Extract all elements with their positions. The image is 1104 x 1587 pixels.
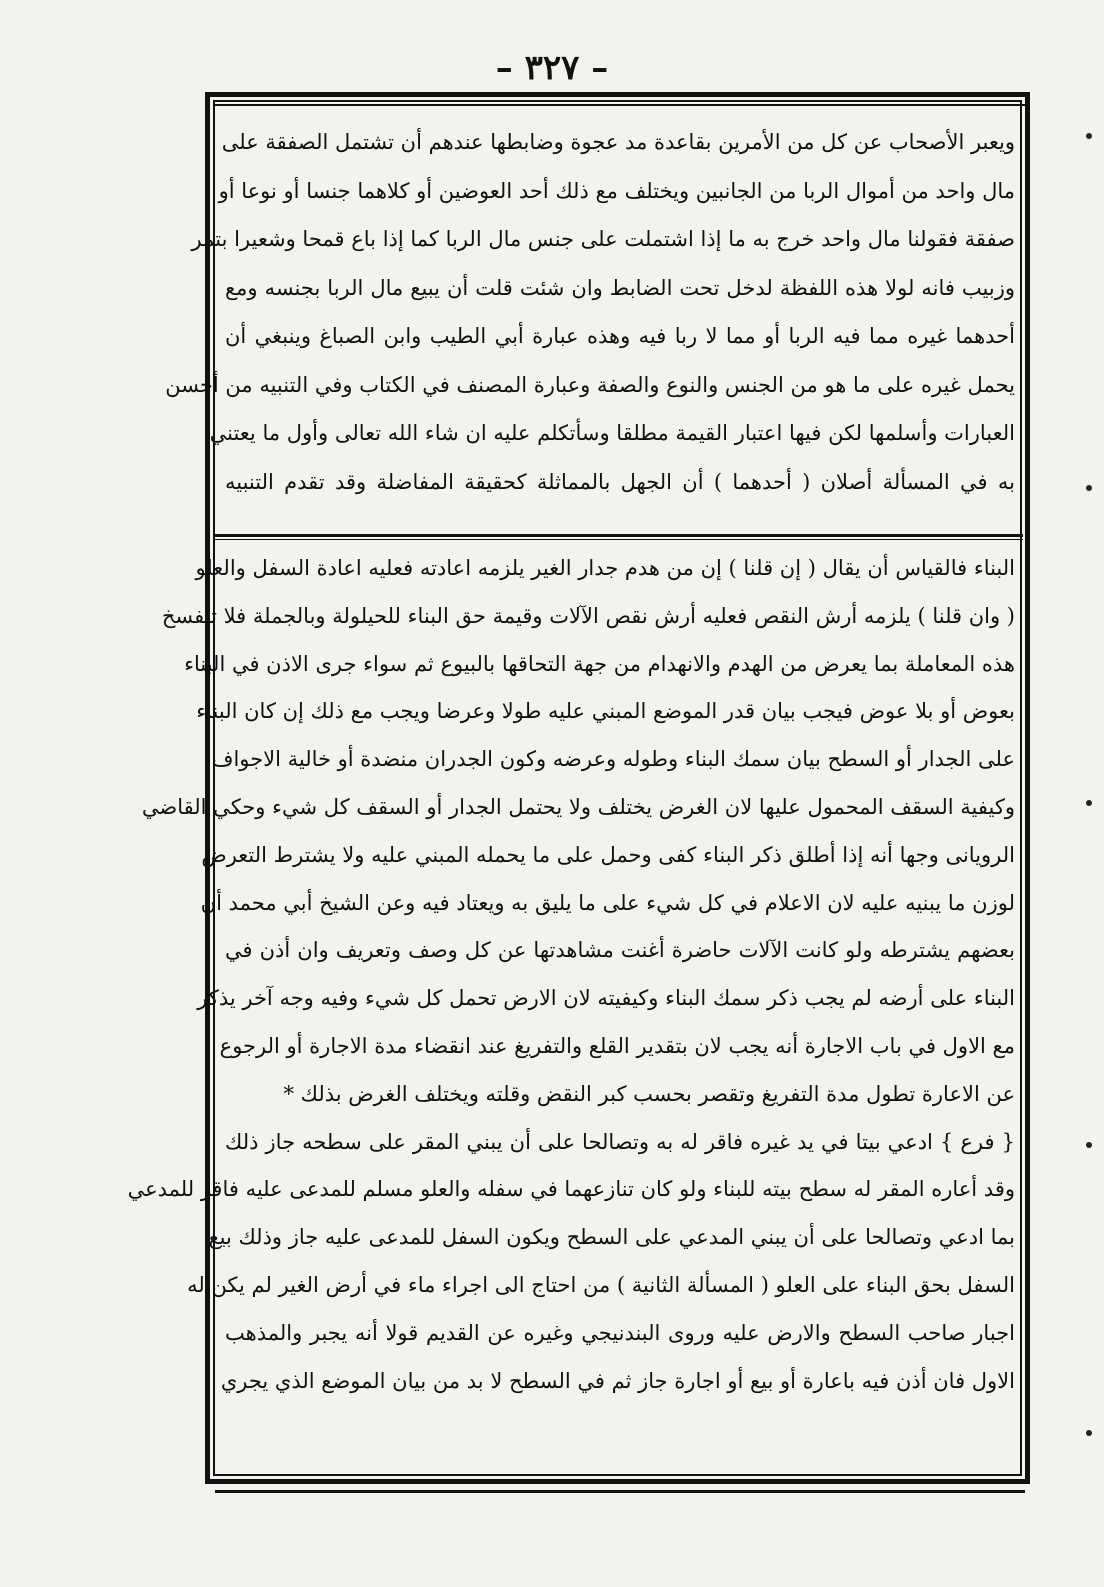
text-line: يحمل غيره على ما هو من الجنس والنوع والصفة وعبارة المصنف في الكتاب وفي التنبيه من أحسن: [165, 372, 1015, 397]
text-line: مال واحد من أموال الربا من الجانبين ويختلف مع ذلك أحد العوضين أو كلاهما جنسا أو نوعا أو: [218, 178, 1015, 203]
text-line: وكيفية السقف المحمول عليها لان الغرض يختلف ولا يحتمل الجدار أو السقف كل شيء وحكي القاضي: [141, 794, 1015, 819]
text-line: البناء فالقياس أن يقال ( إن قلنا ) إن من هدم جدار الغير يلزمه اعادته فعليه اعادة السفل والعلو: [195, 556, 1015, 580]
main-text-block: [165, 118, 1015, 506]
text-line: هذه المعاملة بما يعرض من الهدم والانهدام من جهة التحاقها بالبيوع ثم سواء جرى الاذن في البناء: [184, 651, 1015, 676]
text-line: وقد أعاره المقر له سطح بيته للبناء ولو كان تنازعهما في سفله والعلو مسلم للمدعى عليه فاقر للمدعي: [127, 1177, 1015, 1202]
scan-speck: [1086, 1430, 1092, 1436]
text-line: بعوض أو بلا عوض فيجب بيان قدر الموضع المبني عليه طولا وعرضا ويجب مع ذلك إن كان البناء: [196, 699, 1015, 724]
text-line: اجبار صاحب السطح والارض عليه وروى البندنيجي وغيره عن القديم قولا أنه يجبر والمذهب: [225, 1320, 1015, 1345]
section-divider-thin: [213, 539, 1023, 540]
text-line: الرويانى وجها أنه إذا أطلق ذكر البناء كفى وحمل على ما يحمله المبني عليه ولا يشترط التعرض: [201, 842, 1015, 867]
text-line: لوزن ما يبنيه عليه لان الاعلام في كل شيء على ما يليق به ويعتاد فيه وعن الشيخ أبي محمد أن: [200, 890, 1015, 915]
frame-bottom-rule: [215, 1490, 1025, 1493]
scan-speck: [1086, 1142, 1092, 1148]
text-line: به في المسألة أصلان ( أحدهما ) أن الجهل بالمماثلة كحقيقة المفاضلة وقد تقدم التنبيه: [225, 469, 1015, 494]
scan-speck: [1086, 800, 1092, 806]
scan-speck: [1086, 485, 1092, 491]
page-number: – ٣٢٧ –: [495, 48, 609, 88]
text-line: بما ادعي وتصالحا على أن يبني المدعي على السطح ويكون السفل للمدعى عليه جاز وذلك بيع: [208, 1225, 1015, 1250]
text-line: ( وان قلنا ) يلزمه أرش النقص فعليه أرش نقص الآلات وقيمة حق البناء للحيلولة وبالجملة فلا تنفسخ: [161, 603, 1015, 628]
text-line: وزبيب فانه لولا هذه اللفظة لدخل تحت الضابط وان شئت قلت أن يبيع مال الربا بجنسه ومع: [225, 275, 1015, 300]
text-line: صفقة فقولنا مال واحد خرج به ما إذا اشتملت على جنس مال الربا كما إذا باع قمحا وشعيرا بتمر: [191, 227, 1015, 251]
text-line: على الجدار أو السطح بيان سمك البناء وطوله وعرضه وكون الجدران منضدة أو خالية الاجواف: [211, 747, 1015, 772]
text-line: السفل بحق البناء على العلو ( المسألة الثانية ) من احتاج الى اجراء ماء في أرض الغير لم يكن له: [187, 1272, 1015, 1297]
frame-top-rule: [215, 104, 1025, 106]
text-line: عن الاعارة تطول مدة التفريغ وتقصر بحسب كبر النقض وقلته ويختلف الغرض بذلك *: [283, 1081, 1015, 1106]
text-line: بعضهم يشترطه ولو كانت الآلات حاضرة أغنت مشاهدتها عن كل وصف وتعريف وان أذن في: [225, 938, 1015, 963]
text-line: العبارات وأسلمها لكن فيها اعتبار القيمة مطلقا وسأتكلم عليه ان شاء الله تعالى وأول ما يعتني: [209, 421, 1015, 445]
text-line: البناء على أرضه لم يجب ذكر سمك البناء وكيفيته لان الارض تحمل كل شيء وفيه وجه آخر يذكر: [197, 986, 1015, 1011]
text-line: الاول فان أذن فيه باعارة أو بيع أو اجارة جاز ثم في السطح لا بد من بيان الموضع الذي يجري: [220, 1368, 1015, 1393]
text-line: أحدهما غيره مما فيه الربا أو مما لا ربا فيه وهذه عبارة أبي الطيب وابن الصباغ وينبغي أن: [225, 324, 1015, 348]
text-line: ويعبر الأصحاب عن كل من الأمرين بقاعدة مد عجوة وضابطها عندهم أن تشتمل الصفقة على: [221, 130, 1015, 154]
section-divider: [213, 534, 1023, 537]
text-line: مع الاول في باب الاجارة أنه يجب لان بتقدير القلع والتفريغ عند انقضاء مدة الاجارة أو الرجوع: [219, 1033, 1015, 1058]
commentary-text-block: [127, 545, 1015, 1405]
scan-speck: [1086, 133, 1092, 139]
text-line: { فرع } ادعي بيتا في يد غيره فاقر له به وتصالحا على أن يبني المقر على سطحه جاز ذلك: [225, 1129, 1015, 1154]
